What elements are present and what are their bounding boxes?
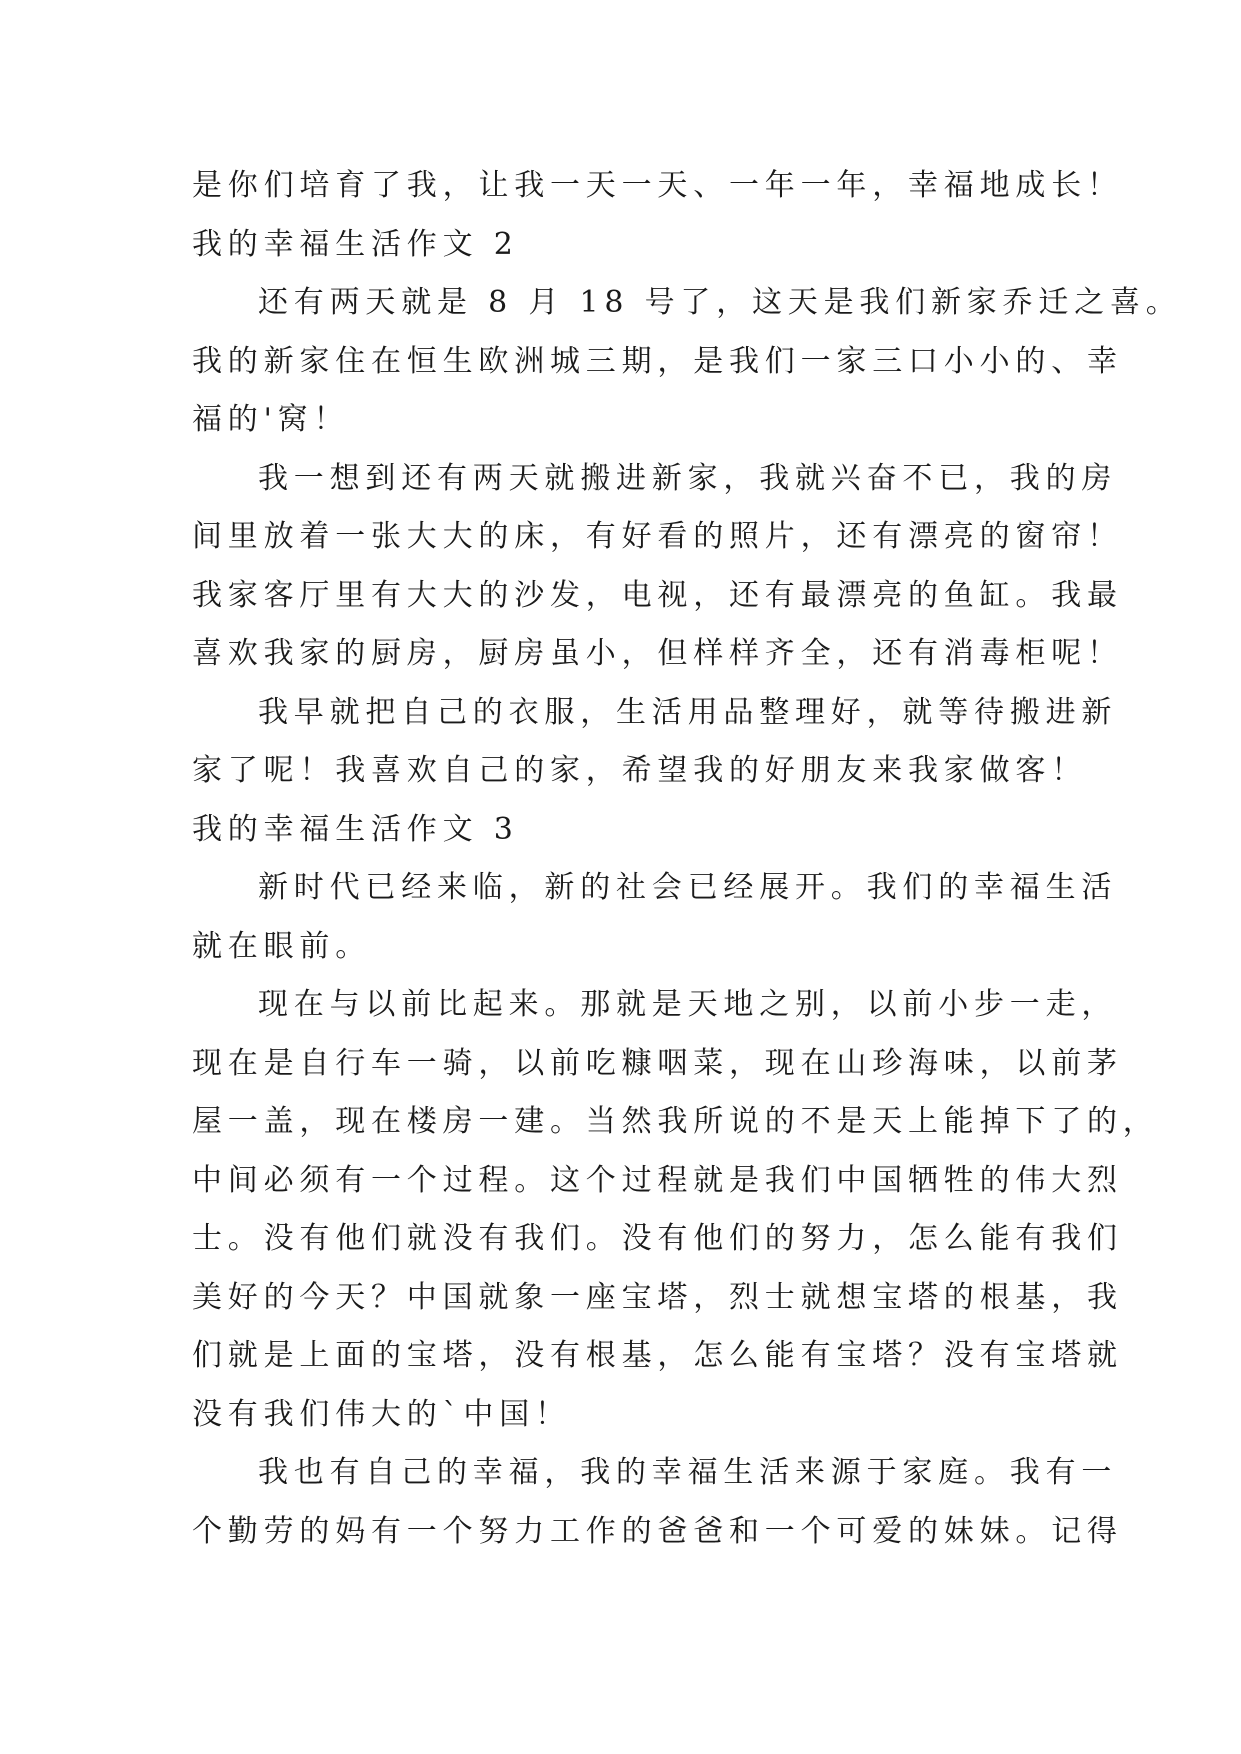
paragraph-first-line: 我一想到还有两天就搬进新家，我就兴奋不已，我的房: [258, 460, 1118, 496]
paragraph-first-line: 新时代已经来临，新的社会已经展开。我们的幸福生活: [258, 870, 1118, 905]
paragraph-first-line: 我早就把自己的衣服，生活用品整理好，就等待搬进新: [258, 694, 1118, 730]
paragraph-first-line: 还有两天就是 8 月 18 号了，这天是我们新家乔迁之喜。: [258, 285, 1182, 320]
text-line: 我的新家住在恒生欧洲城三期，是我们一家三口小小的、幸: [192, 343, 1123, 379]
text-line: 我家客厅里有大大的沙发，电视，还有最漂亮的鱼缸。我最: [192, 577, 1123, 613]
document-page: [192, 157, 1182, 1561]
text-line: 现在是自行车一骑，以前吃糠咽菜，现在山珍海味，以前茅: [192, 1045, 1123, 1081]
text-line: 中间必须有一个过程。这个过程就是我们中国牺牲的伟大烈: [192, 1162, 1123, 1198]
paragraph-first-line: 现在与以前比起来。那就是天地之别，以前小步一走，: [258, 987, 1118, 1022]
section-heading: 我的幸福生活作文 3: [192, 811, 519, 847]
text-line: 喜欢我家的厨房，厨房虽小，但样样齐全，还有消毒柜呢！: [192, 636, 1123, 671]
text-line: 福的'窝！: [192, 402, 350, 437]
text-line: 们就是上面的宝塔，没有根基，怎么能有宝塔？没有宝塔就: [192, 1338, 1123, 1373]
text-line: 是你们培育了我，让我一天一天、一年一年，幸福地成长！: [192, 168, 1123, 203]
text-line: 就在眼前。: [192, 928, 371, 964]
text-line: 间里放着一张大大的床，有好看的照片，还有漂亮的窗帘！: [192, 519, 1123, 554]
text-line: 美好的今天？中国就象一座宝塔，烈士就想宝塔的根基，我: [192, 1279, 1123, 1315]
paragraph-first-line: 我也有自己的幸福，我的幸福生活来源于家庭。我有一: [258, 1455, 1118, 1490]
text-line: 屋一盖，现在楼房一建。当然我所说的不是天上能掉下了的，: [192, 1104, 1159, 1139]
section-heading: 我的幸福生活作文 2: [192, 226, 519, 262]
text-line: 家了呢！我喜欢自己的家，希望我的好朋友来我家做客！: [192, 753, 1087, 788]
text-line: 没有我们伟大的`中国！: [192, 1396, 571, 1432]
text-line: 士。没有他们就没有我们。没有他们的努力，怎么能有我们: [192, 1221, 1123, 1256]
text-line: 个勤劳的妈有一个努力工作的爸爸和一个可爱的妹妹。记得: [192, 1513, 1123, 1549]
